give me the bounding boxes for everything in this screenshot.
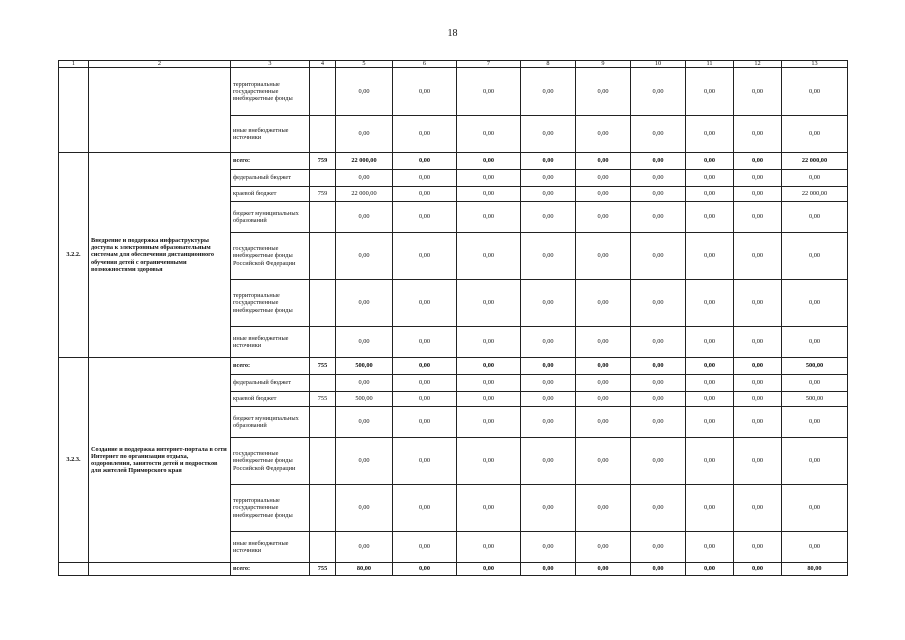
amount-cell: 0,00 bbox=[336, 68, 393, 116]
amount-cell: 0,00 bbox=[393, 375, 457, 392]
amount-cell: 0,00 bbox=[457, 116, 521, 153]
amount-cell: 0,00 bbox=[631, 153, 686, 170]
column-number: 7 bbox=[457, 61, 521, 68]
amount-cell: 0,00 bbox=[521, 233, 576, 280]
amount-cell: 0,00 bbox=[734, 187, 782, 202]
amount-cell: 0,00 bbox=[521, 392, 576, 407]
funding-source-cell: всего: bbox=[231, 358, 310, 375]
amount-cell: 0,00 bbox=[734, 438, 782, 485]
amount-cell: 0,00 bbox=[393, 280, 457, 327]
total-row bbox=[59, 358, 848, 375]
amount-cell: 0,00 bbox=[686, 153, 734, 170]
budget-code-cell bbox=[310, 485, 336, 532]
column-number: 3 bbox=[231, 61, 310, 68]
amount-cell: 0,00 bbox=[576, 438, 631, 485]
funding-source-cell: территориальные государственные внебюджетные фонды bbox=[231, 485, 310, 532]
budget-code-cell bbox=[310, 280, 336, 327]
amount-cell: 0,00 bbox=[686, 563, 734, 576]
budget-code-cell bbox=[310, 170, 336, 187]
amount-cell: 0,00 bbox=[782, 280, 848, 327]
amount-cell: 0,00 bbox=[686, 407, 734, 438]
amount-cell: 0,00 bbox=[393, 392, 457, 407]
amount-cell: 0,00 bbox=[686, 233, 734, 280]
amount-cell: 0,00 bbox=[631, 327, 686, 358]
amount-cell: 0,00 bbox=[734, 116, 782, 153]
funding-source-cell: федеральный бюджет bbox=[231, 170, 310, 187]
amount-cell: 0,00 bbox=[734, 233, 782, 280]
amount-cell: 0,00 bbox=[631, 116, 686, 153]
amount-cell: 0,00 bbox=[336, 233, 393, 280]
amount-cell: 0,00 bbox=[521, 532, 576, 563]
amount-cell: 0,00 bbox=[631, 392, 686, 407]
amount-cell: 0,00 bbox=[336, 532, 393, 563]
amount-cell: 0,00 bbox=[393, 202, 457, 233]
amount-cell: 0,00 bbox=[631, 485, 686, 532]
funding-source-cell: всего: bbox=[231, 153, 310, 170]
amount-cell: 0,00 bbox=[457, 392, 521, 407]
column-number: 9 bbox=[576, 61, 631, 68]
budget-code-cell bbox=[310, 327, 336, 358]
amount-cell: 0,00 bbox=[686, 327, 734, 358]
amount-cell: 0,00 bbox=[576, 233, 631, 280]
budget-code-cell: 755 bbox=[310, 563, 336, 576]
amount-cell: 0,00 bbox=[457, 438, 521, 485]
funding-source-cell: иные внебюджетные источники bbox=[231, 532, 310, 563]
amount-cell: 500,00 bbox=[782, 392, 848, 407]
funding-source-cell: государственные внебюджетные фонды Российской Федерации bbox=[231, 438, 310, 485]
amount-cell: 0,00 bbox=[734, 327, 782, 358]
amount-cell: 0,00 bbox=[393, 407, 457, 438]
amount-cell: 0,00 bbox=[457, 170, 521, 187]
amount-cell: 0,00 bbox=[576, 116, 631, 153]
amount-cell: 0,00 bbox=[576, 280, 631, 327]
amount-cell: 0,00 bbox=[734, 392, 782, 407]
funding-source-cell: территориальные государственные внебюджетные фонды bbox=[231, 280, 310, 327]
amount-cell: 0,00 bbox=[457, 153, 521, 170]
amount-cell: 0,00 bbox=[782, 68, 848, 116]
item-name-cell: Внедрение и поддержка инфраструктуры доступа к электронным образовательным системам для обеспечения дистанционного обучения детей с ограниченными возможностями здоровья bbox=[89, 153, 231, 358]
amount-cell: 0,00 bbox=[336, 202, 393, 233]
amount-cell: 0,00 bbox=[393, 153, 457, 170]
amount-cell: 0,00 bbox=[521, 187, 576, 202]
amount-cell: 0,00 bbox=[521, 407, 576, 438]
budget-table bbox=[58, 60, 848, 576]
item-code-cell bbox=[59, 563, 89, 576]
amount-cell: 0,00 bbox=[457, 532, 521, 563]
item-name-cell: Создание и поддержка интернет-портала в сети Интернет по организации отдыха, оздоровления, занятости детей и подростков для жителей Приморского края bbox=[89, 358, 231, 563]
amount-cell: 0,00 bbox=[336, 485, 393, 532]
amount-cell: 0,00 bbox=[734, 563, 782, 576]
amount-cell: 22 000,00 bbox=[336, 187, 393, 202]
amount-cell: 0,00 bbox=[521, 358, 576, 375]
amount-cell: 0,00 bbox=[336, 170, 393, 187]
amount-cell: 0,00 bbox=[631, 187, 686, 202]
amount-cell: 0,00 bbox=[576, 563, 631, 576]
budget-code-cell bbox=[310, 407, 336, 438]
amount-cell: 0,00 bbox=[576, 392, 631, 407]
amount-cell: 0,00 bbox=[734, 485, 782, 532]
amount-cell: 500,00 bbox=[782, 358, 848, 375]
budget-code-cell: 755 bbox=[310, 392, 336, 407]
budget-code-cell: 759 bbox=[310, 153, 336, 170]
amount-cell: 0,00 bbox=[686, 202, 734, 233]
funding-source-cell: государственные внебюджетные фонды Российской Федерации bbox=[231, 233, 310, 280]
amount-cell: 22 000,00 bbox=[782, 153, 848, 170]
amount-cell: 0,00 bbox=[782, 438, 848, 485]
amount-cell: 0,00 bbox=[734, 358, 782, 375]
amount-cell: 0,00 bbox=[521, 280, 576, 327]
item-name-cell bbox=[89, 563, 231, 576]
amount-cell: 0,00 bbox=[457, 327, 521, 358]
amount-cell: 0,00 bbox=[457, 187, 521, 202]
budget-code-cell bbox=[310, 233, 336, 280]
amount-cell: 0,00 bbox=[631, 407, 686, 438]
amount-cell: 0,00 bbox=[686, 375, 734, 392]
amount-cell: 0,00 bbox=[336, 116, 393, 153]
total-row bbox=[59, 563, 848, 576]
funding-source-cell: краевой бюджет bbox=[231, 392, 310, 407]
item-name-cell bbox=[89, 68, 231, 153]
amount-cell: 0,00 bbox=[631, 233, 686, 280]
amount-cell: 0,00 bbox=[576, 202, 631, 233]
column-number: 10 bbox=[631, 61, 686, 68]
amount-cell: 0,00 bbox=[631, 375, 686, 392]
item-code-cell: 3.2.2. bbox=[59, 153, 89, 358]
amount-cell: 500,00 bbox=[336, 392, 393, 407]
item-code-cell bbox=[59, 68, 89, 153]
amount-cell: 0,00 bbox=[521, 68, 576, 116]
amount-cell: 0,00 bbox=[457, 407, 521, 438]
funding-source-cell: всего: bbox=[231, 563, 310, 576]
amount-cell: 0,00 bbox=[576, 532, 631, 563]
budget-code-cell: 759 bbox=[310, 187, 336, 202]
funding-source-cell: иные внебюджетные источники bbox=[231, 327, 310, 358]
amount-cell: 0,00 bbox=[686, 280, 734, 327]
amount-cell: 0,00 bbox=[336, 375, 393, 392]
amount-cell: 0,00 bbox=[576, 358, 631, 375]
column-number: 12 bbox=[734, 61, 782, 68]
amount-cell: 0,00 bbox=[686, 170, 734, 187]
table-row bbox=[59, 68, 848, 116]
budget-code-cell bbox=[310, 438, 336, 485]
amount-cell: 0,00 bbox=[686, 68, 734, 116]
amount-cell: 0,00 bbox=[457, 485, 521, 532]
amount-cell: 0,00 bbox=[576, 327, 631, 358]
amount-cell: 0,00 bbox=[782, 170, 848, 187]
amount-cell: 0,00 bbox=[631, 202, 686, 233]
amount-cell: 0,00 bbox=[393, 170, 457, 187]
amount-cell: 0,00 bbox=[734, 532, 782, 563]
budget-code-cell: 755 bbox=[310, 358, 336, 375]
amount-cell: 0,00 bbox=[521, 327, 576, 358]
column-number: 2 bbox=[89, 61, 231, 68]
amount-cell: 0,00 bbox=[457, 358, 521, 375]
amount-cell: 0,00 bbox=[631, 358, 686, 375]
amount-cell: 0,00 bbox=[782, 375, 848, 392]
item-code-cell: 3.2.3. bbox=[59, 358, 89, 563]
amount-cell: 0,00 bbox=[393, 233, 457, 280]
amount-cell: 0,00 bbox=[576, 375, 631, 392]
amount-cell: 0,00 bbox=[521, 116, 576, 153]
funding-source-cell: территориальные государственные внебюджетные фонды bbox=[231, 68, 310, 116]
amount-cell: 0,00 bbox=[393, 116, 457, 153]
amount-cell: 0,00 bbox=[336, 280, 393, 327]
amount-cell: 0,00 bbox=[734, 153, 782, 170]
table-body bbox=[59, 61, 848, 576]
amount-cell: 0,00 bbox=[393, 68, 457, 116]
amount-cell: 0,00 bbox=[631, 68, 686, 116]
amount-cell: 0,00 bbox=[336, 327, 393, 358]
amount-cell: 0,00 bbox=[631, 563, 686, 576]
amount-cell: 0,00 bbox=[686, 116, 734, 153]
amount-cell: 0,00 bbox=[576, 170, 631, 187]
amount-cell: 0,00 bbox=[576, 485, 631, 532]
amount-cell: 0,00 bbox=[576, 68, 631, 116]
amount-cell: 0,00 bbox=[521, 485, 576, 532]
amount-cell: 22 000,00 bbox=[336, 153, 393, 170]
amount-cell: 0,00 bbox=[686, 485, 734, 532]
amount-cell: 80,00 bbox=[782, 563, 848, 576]
amount-cell: 0,00 bbox=[393, 438, 457, 485]
amount-cell: 0,00 bbox=[686, 392, 734, 407]
funding-source-cell: иные внебюджетные источники bbox=[231, 116, 310, 153]
column-number-row bbox=[59, 61, 848, 68]
amount-cell: 80,00 bbox=[336, 563, 393, 576]
amount-cell: 0,00 bbox=[782, 202, 848, 233]
amount-cell: 0,00 bbox=[393, 187, 457, 202]
funding-source-cell: федеральный бюджет bbox=[231, 375, 310, 392]
amount-cell: 0,00 bbox=[686, 358, 734, 375]
amount-cell: 0,00 bbox=[631, 438, 686, 485]
amount-cell: 0,00 bbox=[734, 280, 782, 327]
column-number: 1 bbox=[59, 61, 89, 68]
budget-code-cell bbox=[310, 375, 336, 392]
amount-cell: 0,00 bbox=[686, 532, 734, 563]
amount-cell: 0,00 bbox=[576, 153, 631, 170]
amount-cell: 0,00 bbox=[521, 375, 576, 392]
amount-cell: 0,00 bbox=[576, 187, 631, 202]
column-number: 13 bbox=[782, 61, 848, 68]
column-number: 5 bbox=[336, 61, 393, 68]
amount-cell: 0,00 bbox=[393, 563, 457, 576]
column-number: 6 bbox=[393, 61, 457, 68]
amount-cell: 0,00 bbox=[521, 202, 576, 233]
amount-cell: 0,00 bbox=[521, 563, 576, 576]
amount-cell: 0,00 bbox=[782, 116, 848, 153]
amount-cell: 0,00 bbox=[782, 327, 848, 358]
amount-cell: 0,00 bbox=[521, 153, 576, 170]
amount-cell: 0,00 bbox=[336, 407, 393, 438]
column-number: 4 bbox=[310, 61, 336, 68]
amount-cell: 0,00 bbox=[576, 407, 631, 438]
amount-cell: 0,00 bbox=[782, 532, 848, 563]
amount-cell: 0,00 bbox=[782, 485, 848, 532]
budget-code-cell bbox=[310, 68, 336, 116]
funding-source-cell: краевой бюджет bbox=[231, 187, 310, 202]
amount-cell: 0,00 bbox=[457, 202, 521, 233]
amount-cell: 0,00 bbox=[521, 170, 576, 187]
amount-cell: 500,00 bbox=[336, 358, 393, 375]
column-number: 8 bbox=[521, 61, 576, 68]
amount-cell: 0,00 bbox=[631, 280, 686, 327]
amount-cell: 0,00 bbox=[782, 407, 848, 438]
page-number: 18 bbox=[447, 28, 458, 39]
amount-cell: 0,00 bbox=[393, 327, 457, 358]
budget-code-cell bbox=[310, 202, 336, 233]
amount-cell: 0,00 bbox=[393, 485, 457, 532]
amount-cell: 0,00 bbox=[457, 233, 521, 280]
amount-cell: 0,00 bbox=[631, 170, 686, 187]
amount-cell: 0,00 bbox=[457, 563, 521, 576]
column-number: 11 bbox=[686, 61, 734, 68]
amount-cell: 0,00 bbox=[686, 438, 734, 485]
amount-cell: 22 000,00 bbox=[782, 187, 848, 202]
amount-cell: 0,00 bbox=[686, 187, 734, 202]
amount-cell: 0,00 bbox=[393, 358, 457, 375]
amount-cell: 0,00 bbox=[734, 68, 782, 116]
amount-cell: 0,00 bbox=[457, 375, 521, 392]
budget-code-cell bbox=[310, 532, 336, 563]
amount-cell: 0,00 bbox=[734, 375, 782, 392]
amount-cell: 0,00 bbox=[336, 438, 393, 485]
budget-code-cell bbox=[310, 116, 336, 153]
amount-cell: 0,00 bbox=[782, 233, 848, 280]
amount-cell: 0,00 bbox=[734, 202, 782, 233]
amount-cell: 0,00 bbox=[734, 170, 782, 187]
funding-source-cell: бюджет муниципальных образований bbox=[231, 202, 310, 233]
amount-cell: 0,00 bbox=[457, 68, 521, 116]
total-row bbox=[59, 153, 848, 170]
amount-cell: 0,00 bbox=[631, 532, 686, 563]
funding-source-cell: бюджет муниципальных образований bbox=[231, 407, 310, 438]
amount-cell: 0,00 bbox=[457, 280, 521, 327]
amount-cell: 0,00 bbox=[393, 532, 457, 563]
amount-cell: 0,00 bbox=[521, 438, 576, 485]
amount-cell: 0,00 bbox=[734, 407, 782, 438]
